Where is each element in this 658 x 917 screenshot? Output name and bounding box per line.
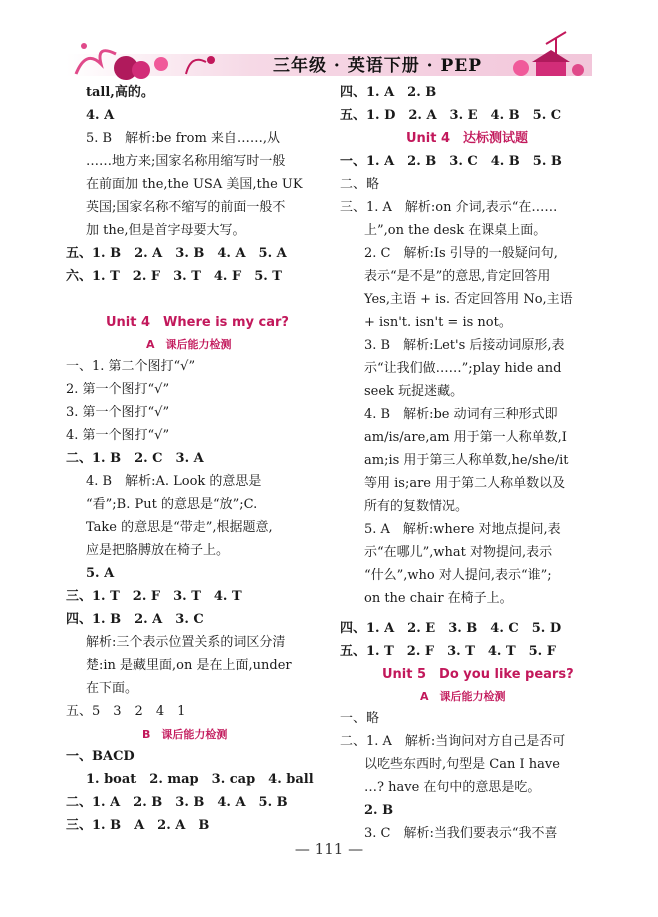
text-line: tall,高的。: [86, 85, 154, 100]
text-line: 4. B 解析:A. Look 的意思是: [86, 474, 262, 489]
text-line: 示“在哪儿”,what 对物提问,表示: [364, 545, 553, 560]
text-line: 2. 第一个图打“√”: [66, 382, 170, 397]
unit-heading: Unit 5 Do you like pears?: [382, 667, 574, 682]
header-title: 三年级 · 英语下册 · PEP: [272, 56, 482, 76]
text-line: 二、1. A 解析:当询问对方自己是否可: [340, 734, 566, 749]
text-line: 二、略: [340, 177, 380, 192]
text-line: on the chair 在椅子上。: [364, 591, 513, 606]
text-line: 二、1. B 2. C 3. A: [66, 451, 204, 466]
text-line: am;is 用于第三人称单数,he/she/it: [364, 453, 569, 468]
page-number: — 111 —: [294, 840, 364, 858]
text-line: 等用 is;are 用于第二人称单数以及: [364, 476, 566, 491]
text-line: 在下面。: [86, 681, 139, 696]
text-line: 三、1. A 解析:on 介词,表示“在……: [340, 200, 558, 215]
text-line: 二、1. A 2. B 3. B 4. A 5. B: [66, 795, 288, 810]
text-line: 一、BACD: [66, 749, 135, 764]
text-line: 五、1. T 2. F 3. T 4. T 5. F: [340, 644, 556, 659]
text-line: ……地方来;国家名称用缩写时一般: [86, 154, 286, 169]
text-line: 5. A 解析:where 对地点提问,表: [364, 522, 561, 537]
text-line: seek 玩捉迷藏。: [364, 384, 464, 399]
text-line: 上”,on the desk 在课桌上面。: [364, 223, 547, 238]
text-line: 所有的复数情况。: [364, 499, 469, 514]
text-line: 一、1. 第二个图打“√”: [66, 359, 196, 374]
text-line: 3. 第一个图打“√”: [66, 405, 170, 420]
text-line: am/is/are,am 用于第一人称单数,I: [364, 430, 567, 445]
text-line: 2. B: [364, 803, 394, 818]
text-line: 5. A: [86, 566, 115, 581]
text-line: 三、1. B A 2. A B: [66, 818, 210, 833]
text-line: Yes,主语 + is. 否定回答用 No,主语: [364, 292, 573, 307]
section-heading: A 课后能力检测: [420, 690, 506, 703]
section-heading: B 课后能力检测: [142, 728, 228, 741]
text-line: 五、1. B 2. A 3. B 4. A 5. A: [66, 246, 287, 261]
text-line: 4. 第一个图打“√”: [66, 428, 170, 443]
text-line: 五、5 3 2 4 1: [66, 704, 186, 719]
unit-heading: Unit 4 Where is my car?: [106, 315, 289, 330]
text-line: 3. B 解析:Let's 后接动词原形,表: [364, 338, 565, 353]
unit-heading: Unit 4 达标测试题: [406, 131, 529, 146]
text-line: 英国;国家名称不缩写的前面一般不: [86, 200, 286, 215]
text-line: 六、1. T 2. F 3. T 4. F 5. T: [66, 269, 282, 284]
text-line: 4. B 解析:be 动词有三种形式即: [364, 407, 558, 422]
text-line: 5. B 解析:be from 来自……,从: [86, 131, 281, 146]
text-line: 解析:三个表示位置关系的词区分清: [86, 635, 286, 650]
text-line: 1. boat 2. map 3. cap 4. ball: [86, 772, 314, 787]
text-line: 以吃些东西时,句型是 Can I have: [364, 757, 560, 772]
text-line: 三、1. T 2. F 3. T 4. T: [66, 589, 242, 604]
text-line: 五、1. D 2. A 3. E 4. B 5. C: [340, 108, 562, 123]
text-line: 一、1. A 2. B 3. C 4. B 5. B: [340, 154, 562, 169]
text-line: 四、1. A 2. B: [340, 85, 437, 100]
section-heading: A 课后能力检测: [146, 338, 232, 351]
header-banner: [66, 24, 592, 82]
text-line: + isn't. isn't = is not。: [364, 315, 512, 330]
text-line: “什么”,who 对人提问,表示“谁”;: [364, 568, 552, 583]
text-line: Take 的意思是“带走”,根据题意,: [86, 520, 273, 535]
text-line: 3. C 解析:当我们要表示“我不喜: [364, 826, 558, 841]
text-line: 应是把胳膊放在椅子上。: [86, 543, 230, 558]
text-line: 表示“是不是”的意思,肯定回答用: [364, 269, 551, 284]
text-line: “看”;B. Put 的意思是“放”;C.: [86, 497, 258, 512]
text-line: 示“让我们做……”;play hide and: [364, 361, 562, 376]
text-line: 一、略: [340, 711, 380, 726]
text-line: 四、1. B 2. A 3. C: [66, 612, 204, 627]
text-line: 四、1. A 2. E 3. B 4. C 5. D: [340, 621, 562, 636]
text-line: …? have 在句中的意思是吃。: [364, 780, 541, 795]
text-line: 4. A: [86, 108, 115, 123]
text-line: 加 the,但是首字母要大写。: [86, 223, 246, 238]
text-line: 楚:in 是藏里面,on 是在上面,under: [86, 658, 292, 673]
text-line: 2. C 解析:Is 引导的一般疑问句,: [364, 246, 558, 261]
text-line: 在前面加 the,the USA 美国,the UK: [86, 177, 303, 192]
